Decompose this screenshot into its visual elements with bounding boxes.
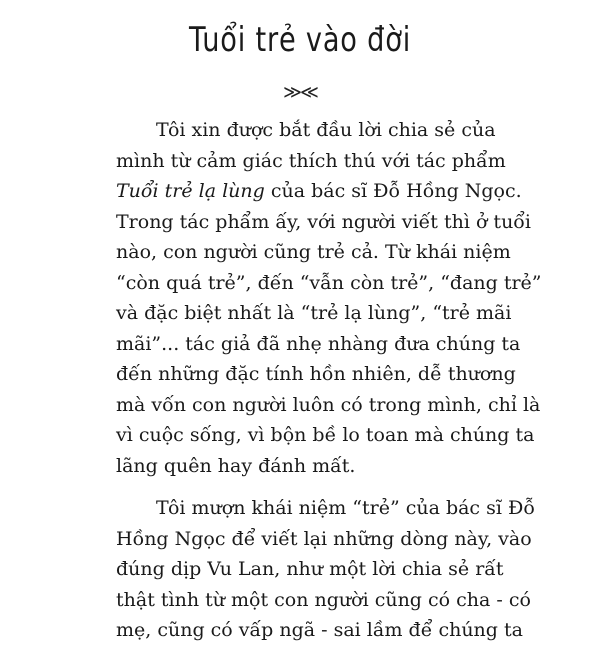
text-line: Trong tác phẩm ấy, với người viết thì ở tuổi xyxy=(116,210,532,233)
book-title-italic: Tuổi trẻ lạ lùng xyxy=(116,180,265,202)
text-line: đến những đặc tính hồn nhiên, dễ thương xyxy=(116,363,516,385)
text-line: lãng quên hay đánh mất. xyxy=(116,454,356,477)
paragraph-2 xyxy=(116,493,535,646)
paragraph-1 xyxy=(116,115,542,481)
text-line xyxy=(116,176,522,207)
text-line: Tôi mượn khái niệm “trẻ” của bác sĩ Đỗ xyxy=(156,497,535,519)
chapter-title: Tuổi trẻ vào đời xyxy=(188,20,412,60)
text-line: nào, con người cũng trẻ cả. Từ khái niệm xyxy=(116,241,511,263)
text-line: đúng dịp Vu Lan, như một lời chia sẻ rất xyxy=(116,558,504,580)
text-line: Tôi xin được bắt đầu lời chia sẻ của xyxy=(156,119,496,141)
text-line: mình từ cảm giác thích thú với tác phẩm xyxy=(116,149,506,172)
text-line: mà vốn con người luôn có trong mình, chỉ là xyxy=(116,393,541,416)
ornament-divider: ≫≪ xyxy=(283,82,317,103)
text-line: và đặc biệt nhất là “trẻ lạ lùng”, “trẻ mãi xyxy=(116,302,512,324)
text-line: Hồng Ngọc để viết lại những dòng này, vào xyxy=(116,527,532,550)
text-line: vì cuộc sống, vì bộn bề lo toan mà chúng ta xyxy=(116,424,535,446)
text-line: “còn quá trẻ”, đến “vẫn còn trẻ”, “đang trẻ” xyxy=(116,271,542,294)
text-line: thật tình từ một con người cũng có cha - có xyxy=(116,588,531,611)
text-line: mẹ, cũng có vấp ngã - sai lầm để chúng ta xyxy=(116,619,523,641)
body-text xyxy=(116,115,542,646)
text-line-rest: của bác sĩ Đỗ Hồng Ngọc. xyxy=(264,180,522,202)
text-line: mãi”... tác giả đã nhẹ nhàng đưa chúng ta xyxy=(116,332,521,355)
